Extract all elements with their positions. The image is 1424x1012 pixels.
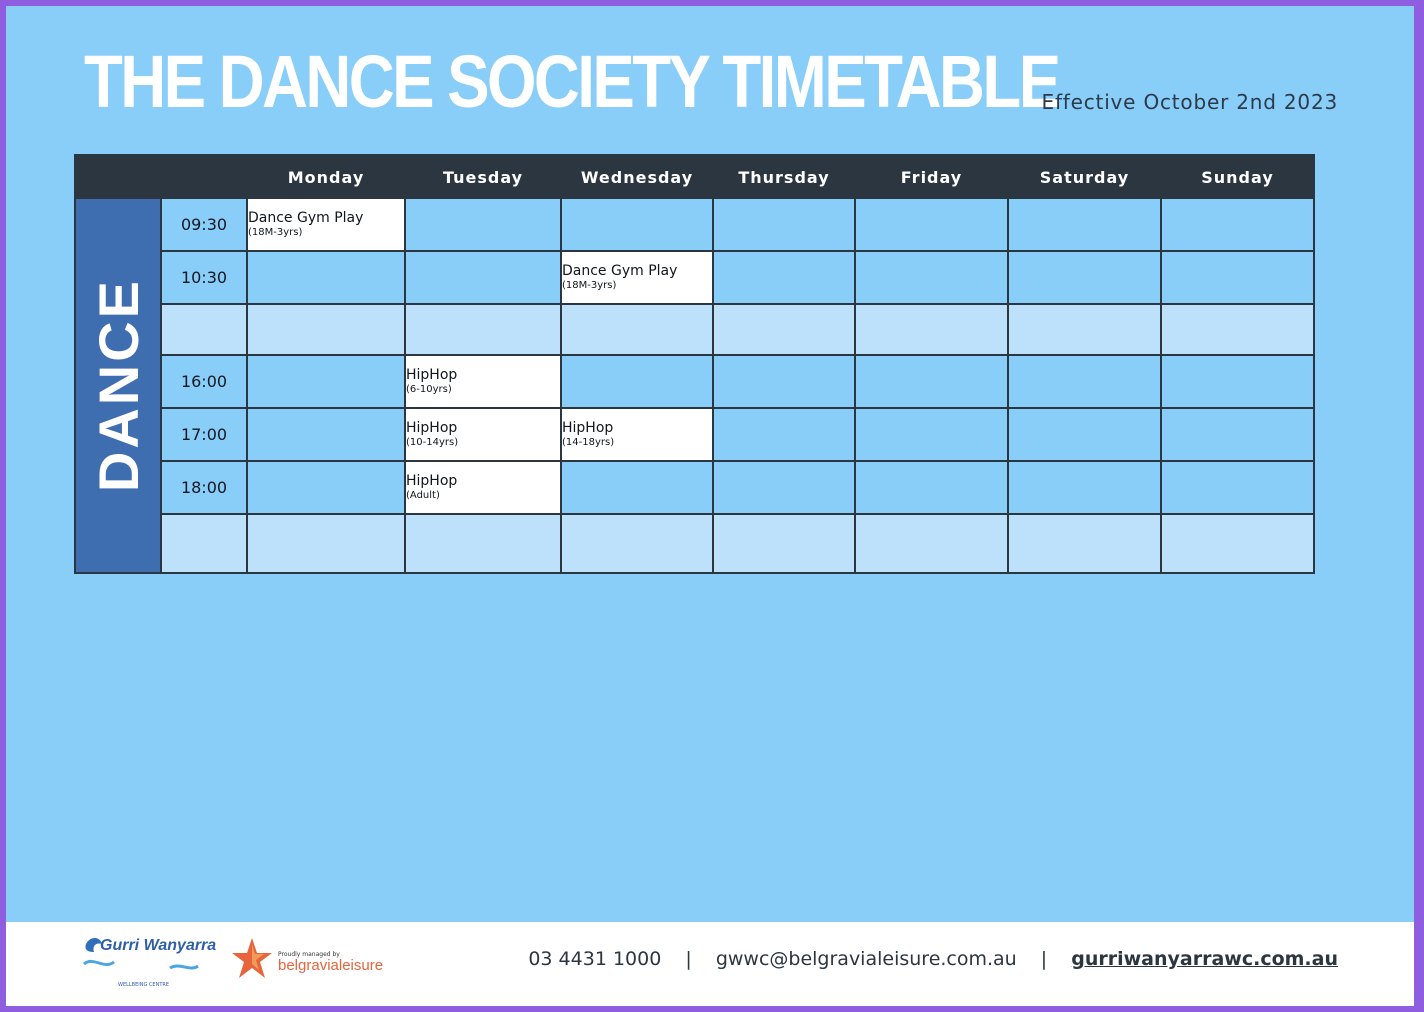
header-blank xyxy=(75,155,161,198)
empty-cell xyxy=(713,408,855,461)
footer xyxy=(6,922,1414,1006)
empty-cell xyxy=(713,251,855,304)
class-age: (Adult) xyxy=(406,490,440,501)
class-name: HipHop xyxy=(406,367,458,383)
table-row xyxy=(75,355,1314,408)
empty-cell xyxy=(561,304,713,355)
empty-cell xyxy=(247,461,405,514)
empty-cell xyxy=(1161,408,1314,461)
empty-cell xyxy=(1008,251,1161,304)
time-cell: 18:00 xyxy=(161,461,247,514)
time-cell xyxy=(161,304,247,355)
class-age: (14-18yrs) xyxy=(562,437,615,448)
time-cell: 17:00 xyxy=(161,408,247,461)
header-blank xyxy=(161,155,247,198)
empty-cell xyxy=(405,198,561,251)
class-age: (6-10yrs) xyxy=(406,384,452,395)
empty-cell xyxy=(1161,198,1314,251)
class-name: Dance Gym Play xyxy=(248,210,364,226)
spacer-row xyxy=(75,304,1314,355)
logo2-text: belgravialeisure xyxy=(278,957,384,974)
time-cell xyxy=(161,514,247,573)
empty-cell xyxy=(713,461,855,514)
class-name: HipHop xyxy=(406,473,458,489)
empty-cell xyxy=(1008,514,1161,573)
website-link[interactable]: gurriwanyarrawc.com.au xyxy=(1071,948,1338,970)
email-address: gwwc@belgravialeisure.com.au xyxy=(715,948,1017,970)
class-age: (10-14yrs) xyxy=(406,437,459,448)
dance-label-text: DANCE xyxy=(86,278,150,493)
day-header-row xyxy=(75,155,1314,198)
class-cell xyxy=(247,198,405,251)
empty-cell xyxy=(713,355,855,408)
empty-cell xyxy=(405,251,561,304)
empty-cell xyxy=(855,198,1008,251)
day-header: Sunday xyxy=(1161,155,1314,198)
empty-cell xyxy=(1008,198,1161,251)
day-header: Thursday xyxy=(713,155,855,198)
table-row xyxy=(75,461,1314,514)
empty-cell xyxy=(1161,251,1314,304)
empty-cell xyxy=(561,514,713,573)
logo2-small-text: Proudly managed by xyxy=(278,951,340,958)
class-name: Dance Gym Play xyxy=(562,263,678,279)
dance-section-label xyxy=(75,198,161,573)
class-cell xyxy=(405,355,561,408)
class-name: HipHop xyxy=(406,420,458,436)
empty-cell xyxy=(713,198,855,251)
empty-cell xyxy=(247,408,405,461)
empty-cell xyxy=(561,198,713,251)
empty-cell xyxy=(1008,461,1161,514)
time-cell: 10:30 xyxy=(161,251,247,304)
empty-cell xyxy=(855,408,1008,461)
empty-cell xyxy=(561,461,713,514)
empty-cell xyxy=(855,514,1008,573)
spacer-row xyxy=(75,514,1314,573)
empty-cell xyxy=(855,355,1008,408)
empty-cell xyxy=(1161,514,1314,573)
time-cell: 16:00 xyxy=(161,355,247,408)
empty-cell xyxy=(247,514,405,573)
time-cell: 09:30 xyxy=(161,198,247,251)
table-row xyxy=(75,408,1314,461)
timetable xyxy=(74,154,1315,574)
table-row xyxy=(75,198,1314,251)
empty-cell xyxy=(1008,408,1161,461)
day-header: Tuesday xyxy=(405,155,561,198)
empty-cell xyxy=(247,251,405,304)
day-header: Friday xyxy=(855,155,1008,198)
class-cell xyxy=(405,408,561,461)
logo1-text: Gurri Wanyarra xyxy=(100,937,217,954)
empty-cell xyxy=(1008,355,1161,408)
logo1-subtext: WELLBEING CENTRE xyxy=(118,982,170,988)
separator: | xyxy=(1040,948,1048,970)
class-age: (18M-3yrs) xyxy=(562,280,617,291)
empty-cell xyxy=(247,304,405,355)
empty-cell xyxy=(855,461,1008,514)
class-name: HipHop xyxy=(562,420,614,436)
separator: | xyxy=(685,948,692,970)
day-header: Wednesday xyxy=(561,155,713,198)
empty-cell xyxy=(1008,304,1161,355)
empty-cell xyxy=(1161,461,1314,514)
table-row xyxy=(75,251,1314,304)
effective-date: Effective October 2nd 2023 xyxy=(1041,90,1338,114)
gurri-wanyarra-logo xyxy=(80,932,217,992)
empty-cell xyxy=(247,355,405,408)
contact-info xyxy=(528,948,1338,970)
empty-cell xyxy=(855,304,1008,355)
empty-cell xyxy=(405,304,561,355)
belgravia-leisure-logo xyxy=(232,936,392,986)
empty-cell xyxy=(405,514,561,573)
empty-cell xyxy=(713,304,855,355)
day-header: Saturday xyxy=(1008,155,1161,198)
day-header: Monday xyxy=(247,155,405,198)
class-age: (18M-3yrs) xyxy=(248,227,303,238)
empty-cell xyxy=(561,355,713,408)
class-cell xyxy=(561,408,713,461)
empty-cell xyxy=(1161,304,1314,355)
phone-number: 03 4431 1000 xyxy=(528,948,662,970)
timetable-page xyxy=(6,6,1414,1006)
empty-cell xyxy=(855,251,1008,304)
empty-cell xyxy=(1161,355,1314,408)
empty-cell xyxy=(713,514,855,573)
page-title: THE DANCE SOCIETY TIMETABLE xyxy=(84,40,1059,123)
class-cell xyxy=(405,461,561,514)
class-cell xyxy=(561,251,713,304)
